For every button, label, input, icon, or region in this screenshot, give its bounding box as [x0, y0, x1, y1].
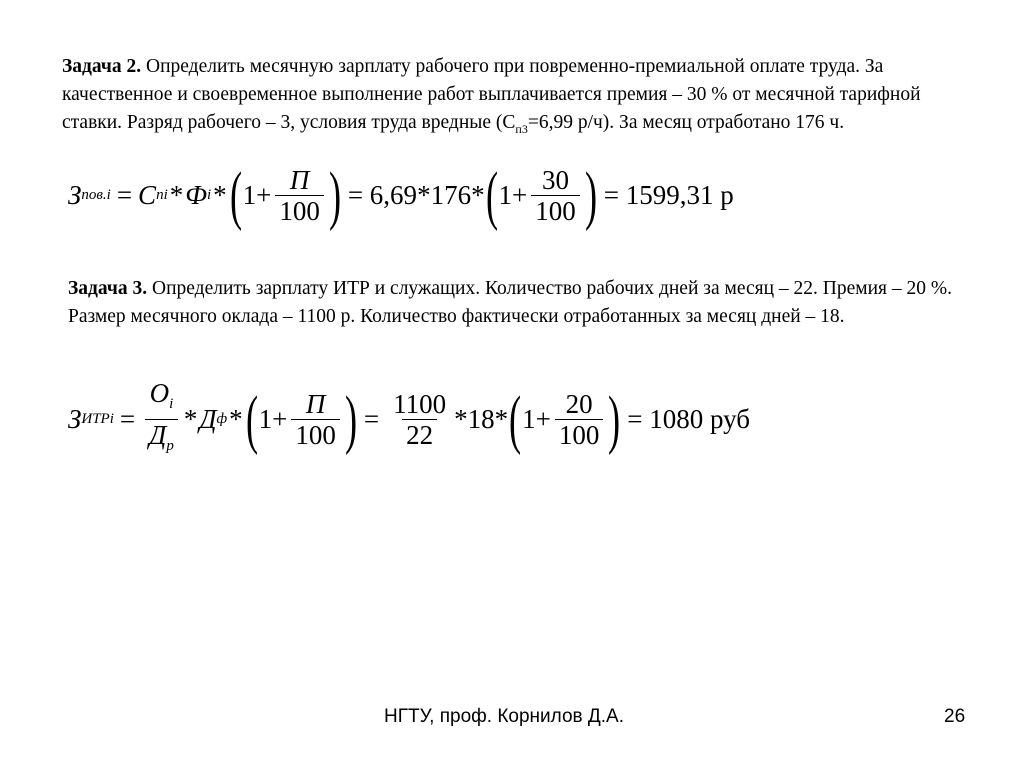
task-2-formula [68, 158, 734, 232]
f1-frac-2 [531, 165, 580, 226]
task-3-paragraph [68, 275, 978, 331]
f2-frac-3-num: 1100 [393, 389, 447, 419]
footer-author: НГТУ, проф. Корнилов Д.А. [384, 706, 624, 727]
f1-lparen-1: ( [229, 158, 242, 232]
f1-frac-2-num: 30 [542, 165, 570, 195]
task-2-paragraph [62, 53, 982, 143]
task-2-rate-subscript: п3 [515, 121, 528, 136]
f2-frac-4-den: 100 [555, 419, 604, 450]
f2-rparen-2: ) [608, 382, 621, 456]
f1-lparen-2: ( [485, 158, 498, 232]
task-2-text-end: =6,99 р/ч). За месяц отработано 176 ч. [527, 112, 845, 133]
f1-one2: 1+ [498, 180, 528, 210]
page-number: 26 [944, 706, 966, 727]
f2-one: 1+ [258, 404, 288, 434]
f1-star2: * [213, 180, 227, 210]
f2-frac-3 [389, 389, 450, 450]
f2-star2: * [229, 404, 243, 434]
task-2-text: Определить месячную зарплату рабочего при повременно-премиальной оплате труда. За качественное и своевременное выполнение работ выплачивается премия – 30 % от месячной тарифной ставки. Разряд рабочего – 3, условия труда вредные (С [62, 56, 921, 133]
f1-lhs-sub: пов.i [81, 187, 111, 203]
f2-frac-2 [291, 389, 340, 450]
f2-lparen-1: ( [245, 382, 258, 456]
f2-frac-1-den-sub: р [166, 438, 174, 454]
f2-frac-1 [145, 378, 178, 461]
f1-frac-1-den: 100 [275, 195, 324, 226]
f2-frac-4-num: 20 [565, 389, 593, 419]
f1-rparen-2: ) [584, 158, 597, 232]
f1-phi: Ф [185, 180, 207, 210]
f2-eq1: = [119, 404, 136, 434]
f2-star1: * [183, 404, 198, 434]
f2-frac-4 [555, 389, 604, 450]
f2-star3: *18* [454, 404, 509, 434]
task-3-heading: Задача 3. [68, 278, 148, 299]
f1-frac-2-den: 100 [531, 195, 580, 226]
f1-c: С [138, 180, 157, 210]
f1-phi-sub: i [206, 187, 212, 203]
f1-result: = 1599,31 р [603, 180, 734, 210]
f2-frac-1-num-sub: i [169, 396, 174, 412]
f2-result: = 1080 руб [627, 404, 751, 434]
f2-frac-1-num: О [149, 378, 170, 408]
f2-lhs: З [68, 404, 82, 434]
f2-eq2: = [363, 404, 380, 434]
f2-frac-1-den: Д [149, 420, 167, 450]
task-3-formula [68, 378, 750, 461]
task-3-text: Определить зарплату ИТР и служащих. Количество рабочих дней за месяц – 22. Премия – 20 %. Размер месячного оклада – 1100 р. Количество фактически отработанных за месяц дней – 18. [68, 278, 953, 327]
f2-rparen-1: ) [344, 382, 357, 456]
f2-d-sub: ф [216, 411, 228, 427]
f2-frac-2-num: П [305, 389, 326, 419]
f2-one2: 1+ [522, 404, 551, 434]
f2-lhs-sub: ИТРi [81, 411, 114, 427]
task-2-heading: Задача 2. [62, 56, 142, 77]
f1-eq2: = 6,69 [347, 180, 418, 210]
f1-one: 1+ [242, 180, 272, 210]
f1-star1: * [169, 180, 184, 210]
f1-c-sub: пi [156, 187, 168, 203]
f1-frac-1-num: П [289, 165, 310, 195]
f1-eq1: = [116, 180, 133, 210]
f1-star3: *176* [417, 180, 485, 210]
f2-d: Д [199, 404, 217, 434]
f1-lhs: З [68, 180, 82, 210]
f1-frac-1 [275, 165, 324, 226]
f2-frac-3-den: 22 [402, 419, 437, 450]
f2-frac-2-den: 100 [291, 419, 340, 450]
f1-rparen-1: ) [328, 158, 341, 232]
f2-lparen-2: ( [509, 382, 522, 456]
